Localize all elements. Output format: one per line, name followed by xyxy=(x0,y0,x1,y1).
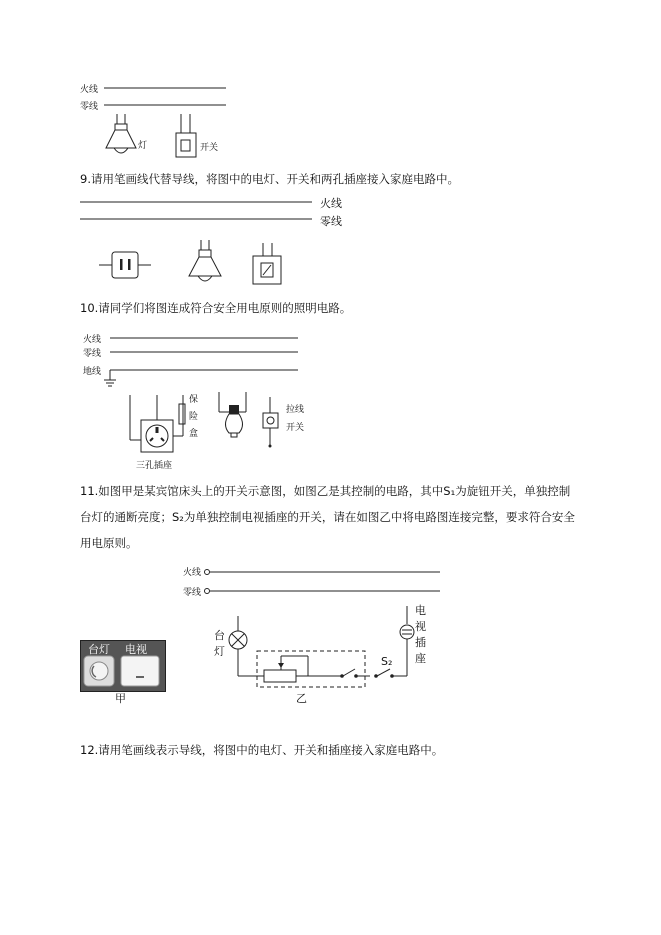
q11-tv-label-3: 插 xyxy=(415,636,426,649)
q9-neutral-label: 零线 xyxy=(320,215,342,228)
q10-socket-label: 三孔插座 xyxy=(136,461,173,471)
q11-panel-lamp-label: 台灯 xyxy=(88,643,110,656)
fig8-live-label: 火线 xyxy=(80,85,99,95)
q12-text: 12.请用笔画线表示导线，将图中的电灯、开关和插座接入家庭电路中。 xyxy=(80,743,444,757)
q11-yi-label: 乙 xyxy=(296,692,307,705)
q11-text-line3: 用电原则。 xyxy=(80,536,138,550)
q10-fuse-label-2: 险 xyxy=(189,412,199,422)
q10-ground-label: 地线 xyxy=(83,367,102,377)
panel-button-bg xyxy=(121,656,159,686)
q9-text: 9.请用笔画线代替导线，将图中的电灯、开关和两孔插座接入家庭电路中。 xyxy=(80,172,459,186)
q10-pull-label: 拉线 xyxy=(286,405,305,415)
q10-fuse-label-3: 盒 xyxy=(189,429,199,439)
q11-text-line1: 11.如图甲是某宾馆床头上的开关示意图，如图乙是其控制的电路，其中S₁为旋钮开关，单独控制 xyxy=(80,484,571,498)
q11-s2-label: S₂ xyxy=(381,655,393,668)
q11-tv-label-1: 电 xyxy=(415,604,426,617)
q10-text: 10.请同学们将图连成符合安全用电原则的照明电路。 xyxy=(80,301,352,315)
q11-lamp-label-2: 灯 xyxy=(214,645,225,658)
q11-tv-label-4: 座 xyxy=(415,652,426,665)
q9-live-label: 火线 xyxy=(320,197,342,210)
fig8-switch-label: 开关 xyxy=(200,143,219,153)
q11-panel-tv-label: 电视 xyxy=(125,643,147,656)
q11-live-label: 火线 xyxy=(183,568,202,578)
q11-tv-label-2: 视 xyxy=(415,620,426,633)
q10-neutral-label: 零线 xyxy=(83,349,102,359)
q11-text-line2: 台灯的通断亮度；S₂为单独控制电视插座的开关，请在如图乙中将电路图连接完整，要求符合安全 xyxy=(80,510,575,524)
q10-live-label: 火线 xyxy=(83,335,102,345)
q11-jia-label: 甲 xyxy=(115,692,126,705)
q10-switch-label: 开关 xyxy=(286,423,305,433)
q10-fuse-label-1: 保 xyxy=(189,395,199,405)
q11-neutral-label: 零线 xyxy=(183,588,202,598)
q11-lamp-label-1: 台 xyxy=(214,629,225,642)
fig8-lamp-label: 灯 xyxy=(138,141,148,151)
fig8-neutral-label: 零线 xyxy=(80,102,99,112)
